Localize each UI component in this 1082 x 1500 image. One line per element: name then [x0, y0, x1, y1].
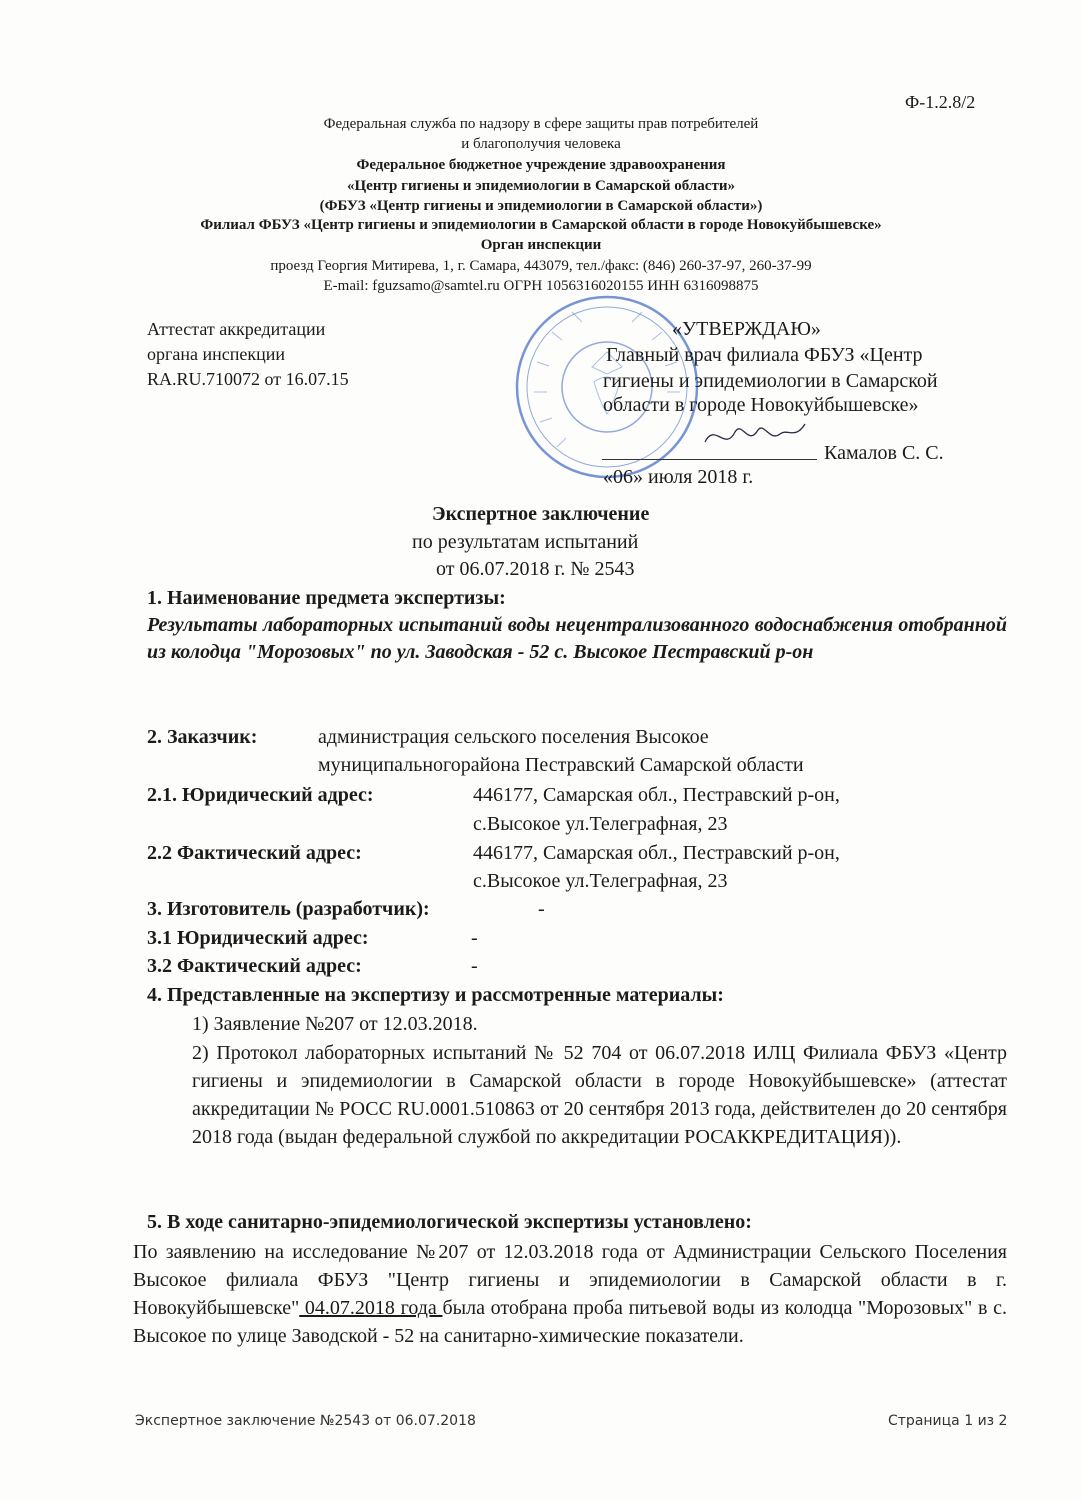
header-line-9: E-mail: fguzsamo@samtel.ru ОГРН 1056316020155 ИНН 6316098875 — [323, 278, 759, 294]
accreditation-line-2: органа инспекции — [147, 344, 286, 364]
form-code: Ф-1.2.8/2 — [905, 92, 976, 112]
section-3-value: - — [538, 898, 545, 920]
section-4-item-2: 2) Протокол лабораторных испытаний № 52 704 от 06.07.2018 ИЛЦ Филиала ФБУЗ «Центр гигиены и эпидемиологии в Самарской области в городе Новокуйбышевске» (аттестат аккредитации № РОСС RU.0001.510863 от 20 сентября 2013 года, действителен до 20 сентября 2018 года (выдан федеральной службой по аккредитации РОСАККРЕДИТАЦИЯ)). — [192, 1042, 1007, 1148]
header-line-3: Федеральное бюджетное учреждение здравоохранения — [356, 157, 726, 173]
signature-line — [602, 459, 817, 460]
section-3-1-label: 3.1 Юридический адрес: — [147, 927, 369, 949]
title-line-1: Экспертное заключение — [432, 503, 650, 525]
section-2-1-line-1: 446177, Самарская обл., Пестравский р-он, — [473, 784, 840, 806]
header-line-7: Орган инспекции — [480, 237, 602, 253]
header-line-2: и благополучия человека — [461, 136, 621, 152]
section-1-text: Результаты лабораторных испытаний воды нецентрализованного водоснабжения отобранной из колодца "Морозовых" по ул. Заводская - 52 с. Высокое Пестравский р-он — [147, 614, 1007, 663]
section-5-text-before: По заявлению на исследование №207 от 12.03.2018 года от Администрации Сельского Поселения Высокое филиала ФБУЗ "Центр гигиены и эпидемиологии в Самарской области в г. Новокуйбышевске" — [133, 1241, 1007, 1319]
header-line-6: Филиал ФБУЗ «Центр гигиены и эпидемиологии в Самарской области в городе Новокуйбышевске» — [200, 217, 882, 233]
section-5-sampling-date: 04.07.2018 года — [299, 1297, 443, 1319]
header-line-1: Федеральная служба по надзору в сфере защиты прав потребителей — [323, 116, 759, 132]
approval-line-3: гигиены и эпидемиологии в Самарской — [603, 370, 938, 392]
approval-heading: «УТВЕРЖДАЮ» — [672, 318, 821, 340]
section-3-2-label: 3.2 Фактический адрес: — [147, 955, 362, 977]
section-2-1-line-2: с.Высокое ул.Телеграфная, 23 — [473, 813, 728, 835]
section-5-text — [133, 1238, 1007, 1350]
section-2-1-label: 2.1. Юридический адрес: — [147, 784, 374, 806]
section-2-2-label: 2.2 Фактический адрес: — [147, 842, 362, 864]
footer-document-ref: Экспертное заключение №2543 от 06.07.2018 — [135, 1413, 476, 1429]
accreditation-line-1: Аттестат аккредитации — [147, 319, 326, 339]
section-4-item-1: 1) Заявление №207 от 12.03.2018. — [192, 1013, 478, 1035]
section-4-heading: 4. Представленные на экспертизу и рассмотренные материалы: — [147, 984, 724, 1006]
section-2-line-2: муниципальногорайона Пестравский Самарской области — [318, 754, 804, 776]
footer-page-number: Страница 1 из 2 — [888, 1413, 1008, 1429]
section-2-2-line-1: 446177, Самарская обл., Пестравский р-он, — [473, 842, 840, 864]
section-2-label: 2. Заказчик: — [147, 726, 258, 748]
approval-line-4: области в городе Новокуйбышевске» — [603, 394, 919, 416]
section-3-1-value: - — [471, 927, 478, 949]
section-2-line-1: администрация сельского поселения Высокое — [318, 726, 709, 748]
signature-icon — [700, 412, 810, 457]
approval-date: «06» июля 2018 г. — [603, 466, 754, 488]
header-line-5: (ФБУЗ «Центр гигиены и эпидемиологии в Самарской области») — [319, 198, 763, 214]
title-line-2: по результатам испытаний — [412, 531, 639, 553]
section-1-heading: 1. Наименование предмета экспертизы: — [147, 587, 506, 609]
header-line-8: проезд Георгия Митирева, 1, г. Самара, 443079, тел./факс: (846) 260-37-97, 260-37-99 — [270, 258, 812, 274]
approval-line-2: Главный врач филиала ФБУЗ «Центр — [606, 344, 923, 366]
section-2-2-line-2: с.Высокое ул.Телеграфная, 23 — [473, 870, 728, 892]
title-line-3: от 06.07.2018 г. № 2543 — [436, 558, 635, 580]
approval-signer: Камалов С. С. — [824, 442, 944, 464]
accreditation-line-3: RA.RU.710072 от 16.07.15 — [147, 369, 349, 389]
section-3-label: 3. Изготовитель (разработчик): — [147, 898, 430, 920]
header-line-4: «Центр гигиены и эпидемиологии в Самарской области» — [347, 178, 735, 194]
section-5-heading: 5. В ходе санитарно-эпидемиологической экспертизы установлено: — [147, 1211, 752, 1233]
section-5-text-after: была отобрана проба питьевой воды из колодца "Морозовых" в с. Высокое по улице Заводской - 52 на санитарно-химические показатели. — [133, 1297, 1007, 1347]
section-3-2-value: - — [471, 955, 478, 977]
